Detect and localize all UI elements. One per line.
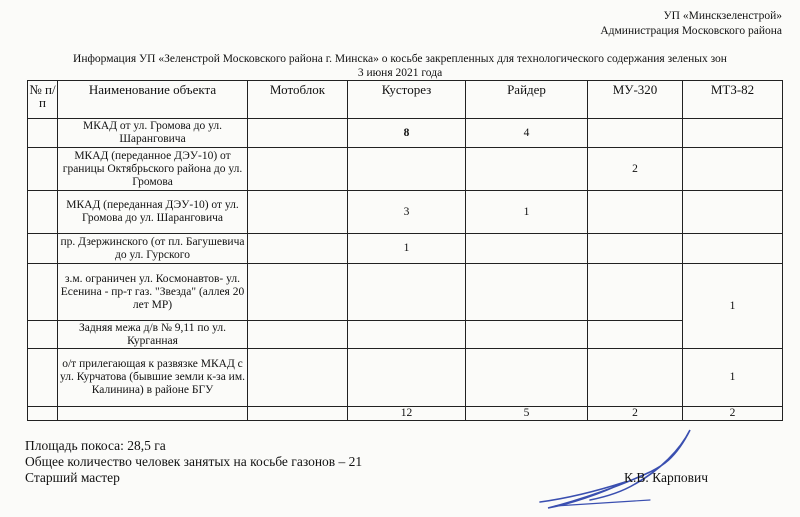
row-rayder — [466, 321, 588, 349]
totals-motoblok — [248, 407, 348, 421]
table-row — [28, 191, 783, 234]
row-num — [28, 148, 58, 191]
row-num — [28, 264, 58, 321]
row-motoblok — [248, 264, 348, 321]
row-mu320 — [588, 264, 683, 321]
organization-header — [600, 9, 782, 39]
row-object-name: з.м. ограничен ул. Космонавтов- ул. Есенина - пр-т газ. "Звезда" (аллея 20 лет МР) — [58, 264, 248, 321]
title-line: Информация УП «Зеленстрой Московского района г. Минска» о косьбе закрепленных для технологического содержания зеленых зон — [73, 53, 727, 65]
row-motoblok — [248, 191, 348, 234]
document-footer — [25, 438, 362, 486]
row-mtz82 — [683, 119, 783, 148]
row-num — [28, 349, 58, 407]
row-kustorez — [348, 148, 466, 191]
table-row — [28, 234, 783, 264]
mowing-table — [27, 80, 783, 421]
table-header-row — [28, 81, 783, 119]
row-rayder — [466, 148, 588, 191]
people-count: Общее количество человек занятых на косьбе газонов – 21 — [25, 454, 363, 469]
row-object-name: МКАД от ул. Громова до ул. Шаранговича — [58, 119, 248, 148]
row-kustorez: 8 — [348, 119, 466, 148]
signer-position: Старший мастер — [25, 470, 120, 485]
row-mu320 — [588, 119, 683, 148]
document-title — [0, 52, 800, 80]
row-kustorez — [348, 321, 466, 349]
row-motoblok — [248, 234, 348, 264]
col-num-header: № п/п — [28, 81, 58, 119]
row-kustorez: 3 — [348, 191, 466, 234]
row-rayder — [466, 264, 588, 321]
row-mu320 — [588, 191, 683, 234]
row-rayder — [466, 349, 588, 407]
totals-num — [28, 407, 58, 421]
row-num — [28, 191, 58, 234]
totals-label — [58, 407, 248, 421]
table-row — [28, 264, 783, 321]
table-row — [28, 349, 783, 407]
signer-name: К.В. Карпович — [624, 470, 709, 485]
org-admin: Администрация Московского района — [600, 25, 782, 37]
col-rayder-header: Райдер — [466, 81, 588, 119]
table-row — [28, 321, 783, 349]
col-motoblok-header: Мотоблок — [248, 81, 348, 119]
row-rayder: 1 — [466, 191, 588, 234]
row-object-name: МКАД (переданная ДЭУ-10) от ул. Громова до ул. Шаранговича — [58, 191, 248, 234]
row-rayder — [466, 234, 588, 264]
table-row — [28, 119, 783, 148]
row-object-name: о/т прилегающая к развязке МКАД с ул. Курчатова (бывшие земли к-за им. Калинина) в районе БГУ — [58, 349, 248, 407]
row-motoblok — [248, 349, 348, 407]
totals-kustorez: 12 — [348, 407, 466, 421]
row-kustorez — [348, 349, 466, 407]
row-num — [28, 321, 58, 349]
row-mu320 — [588, 321, 683, 349]
row-motoblok — [248, 148, 348, 191]
row-kustorez — [348, 264, 466, 321]
mowing-area: Площадь покоса: 28,5 га — [25, 438, 166, 453]
col-kustorez-header: Кусторез — [348, 81, 466, 119]
row-kustorez: 1 — [348, 234, 466, 264]
row-mtz82 — [683, 191, 783, 234]
signature-image — [530, 420, 710, 515]
row-object-name: пр. Дзержинского (от пл. Багушевича до ул. Гурского — [58, 234, 248, 264]
row-mu320 — [588, 349, 683, 407]
title-date: 3 июня 2021 года — [357, 67, 443, 79]
col-name-header: Наименование объекта — [58, 81, 248, 119]
row-motoblok — [248, 119, 348, 148]
totals-rayder: 5 — [466, 407, 588, 421]
row-num — [28, 119, 58, 148]
totals-mtz82: 2 — [683, 407, 783, 421]
row-mtz82 — [683, 234, 783, 264]
row-rayder: 4 — [466, 119, 588, 148]
row-object-name: МКАД (переданное ДЭУ-10) от границы Октябрьского района до ул. Громова — [58, 148, 248, 191]
row-mtz82-merged: 1 — [683, 264, 783, 349]
row-object-name: Задняя межа д/в № 9,11 по ул. Курганная — [58, 321, 248, 349]
col-mtz82-header: МТЗ-82 — [683, 81, 783, 119]
table-row — [28, 148, 783, 191]
row-mu320 — [588, 234, 683, 264]
row-mtz82: 1 — [683, 349, 783, 407]
row-num — [28, 234, 58, 264]
row-mtz82 — [683, 148, 783, 191]
org-name: УП «Минскзеленстрой» — [663, 10, 782, 22]
row-motoblok — [248, 321, 348, 349]
row-mu320: 2 — [588, 148, 683, 191]
col-mu320-header: МУ-320 — [588, 81, 683, 119]
totals-row — [28, 407, 783, 421]
totals-mu320: 2 — [588, 407, 683, 421]
